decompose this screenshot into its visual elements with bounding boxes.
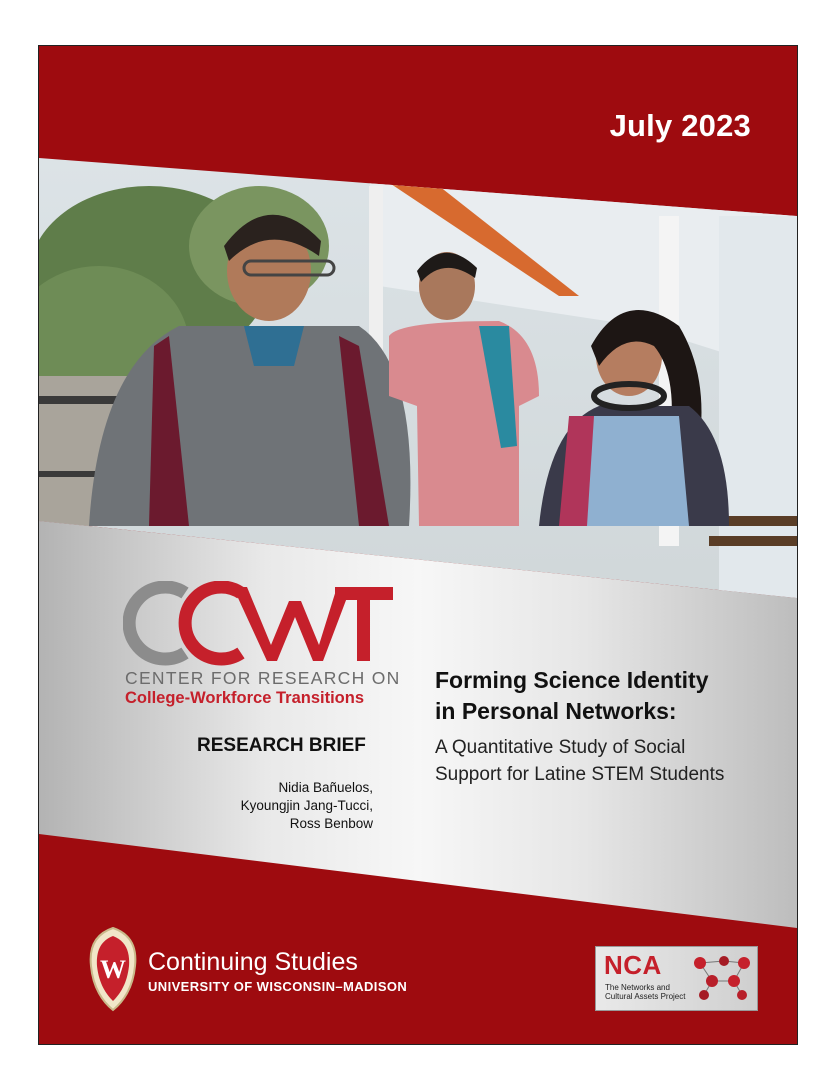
logo-org-name: College-Workforce Transitions bbox=[125, 689, 364, 707]
report-type: RESEARCH BRIEF bbox=[197, 735, 366, 756]
ccwt-logo-c2 bbox=[185, 587, 241, 659]
title-line-2: in Personal Networks: bbox=[435, 698, 677, 724]
report-subtitle bbox=[435, 734, 724, 788]
ccwt-logo-t-stem bbox=[357, 587, 370, 661]
crest-letter: W bbox=[100, 955, 126, 984]
ccwt-logo-c1 bbox=[129, 587, 185, 659]
nca-wordmark: NCA bbox=[604, 950, 662, 980]
publication-date: July 2023 bbox=[609, 108, 751, 143]
nca-tagline-1: The Networks and bbox=[605, 983, 670, 992]
author-list bbox=[189, 779, 373, 833]
report-title bbox=[435, 665, 709, 727]
author-1: Nidia Bañuelos, bbox=[278, 780, 373, 795]
nca-tagline-2: Cultural Assets Project bbox=[605, 992, 686, 1001]
subtitle-line-1: A Quantitative Study of Social bbox=[435, 737, 686, 758]
subtitle-line-2: Support for Latine STEM Students bbox=[435, 764, 725, 785]
author-2: Kyoungjin Jang-Tucci, bbox=[240, 798, 373, 813]
university-name: UNIVERSITY OF WISCONSIN–MADISON bbox=[148, 979, 408, 994]
ccwt-logo-w bbox=[233, 587, 351, 661]
nca-logo bbox=[595, 946, 758, 1011]
uw-crest-icon bbox=[85, 926, 141, 1012]
cover-page bbox=[38, 45, 798, 1045]
nca-network-icon bbox=[690, 951, 754, 1005]
ccwt-logo bbox=[123, 581, 393, 666]
logo-center-for: CENTER FOR RESEARCH ON bbox=[125, 668, 401, 688]
author-3: Ross Benbow bbox=[289, 816, 373, 831]
title-line-1: Forming Science Identity bbox=[435, 667, 709, 693]
continuing-studies-title: Continuing Studies bbox=[148, 948, 358, 976]
